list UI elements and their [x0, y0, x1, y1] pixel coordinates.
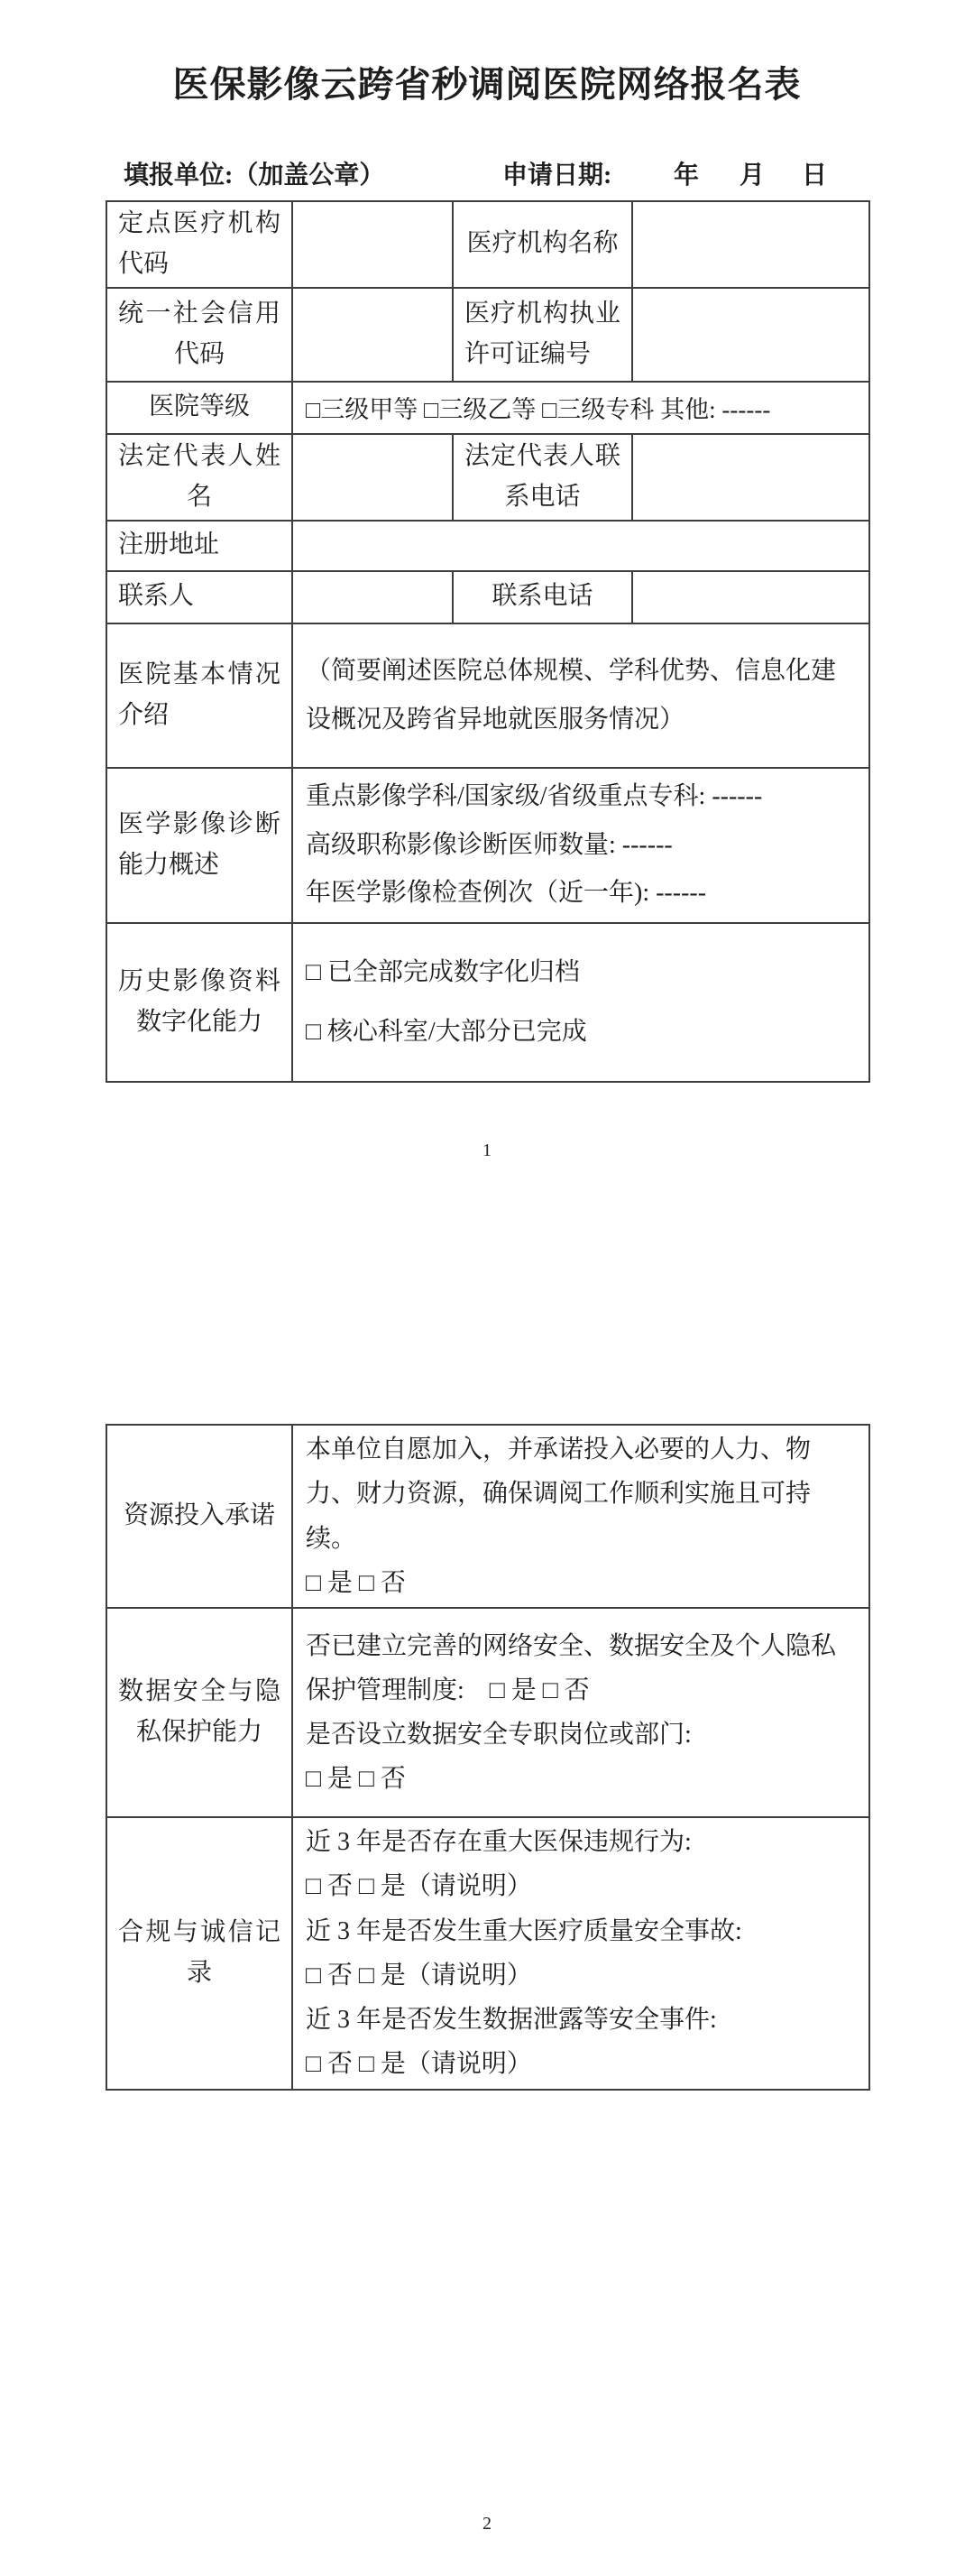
practice-license-number-value-cell	[632, 288, 869, 382]
key-imaging-specialty-line: 重点影像学科/国家级/省级重点专科: ------	[306, 781, 763, 810]
digitization-option-all-archived: □ 已全部完成数字化归档	[306, 957, 580, 986]
social-credit-code-label: 统一社会信用代码	[106, 288, 292, 382]
table-row	[106, 1817, 869, 2090]
legal-representative-phone-label: 法定代表人联系电话	[453, 434, 632, 521]
institution-name-value-cell	[632, 201, 869, 288]
resource-commitment-statement: 本单位自愿加入，并承诺投入必要的人力、物力、财力资源，确保调阅工作顺利实施且可持续。	[306, 1436, 812, 1553]
annual-exam-volume-line: 年医学影像检查例次（近一年): ------	[306, 879, 707, 908]
table-row	[106, 201, 869, 288]
contact-person-value-cell	[292, 571, 453, 623]
practice-license-number-label: 医疗机构执业许可证编号	[453, 288, 632, 382]
table-row	[106, 1608, 869, 1817]
institution-name-label: 医疗机构名称	[453, 201, 632, 288]
medical-accident-question-line: 近 3 年是否发生重大医疗质量安全事故:	[306, 1916, 742, 1945]
date-year-label: 年	[674, 162, 700, 189]
security-post-question-line: 是否设立数据安全专职岗位或部门:	[306, 1721, 692, 1750]
contact-phone-value-cell	[632, 571, 869, 623]
form-header	[106, 155, 868, 191]
table-row	[106, 521, 869, 571]
date-month-label: 月	[740, 162, 766, 189]
insurance-violation-options: □ 否 □ 是（请说明）	[306, 1872, 532, 1901]
registered-address-value-cell	[292, 521, 869, 571]
resource-commitment-label: 资源投入承诺	[106, 1425, 292, 1608]
reporting-unit-label: 填报单位:（加盖公章）	[124, 162, 385, 189]
resource-commitment-yes-no-options: □ 是 □ 否	[306, 1568, 406, 1597]
medical-accident-options: □ 否 □ 是（请说明）	[306, 1961, 532, 1990]
institution-code-value-cell	[292, 201, 453, 288]
legal-representative-name-value-cell	[292, 434, 453, 521]
digitization-option-core-departments: □ 核心科室/大部分已完成	[306, 1017, 587, 1046]
institution-code-label: 定点医疗机构代码	[106, 201, 292, 288]
security-post-yes-no-options: □ 是 □ 否	[306, 1765, 406, 1794]
table-row	[106, 923, 869, 1082]
table-row	[106, 768, 869, 923]
data-breach-options: □ 否 □ 是（请说明）	[306, 2050, 532, 2079]
resource-commitment-cell	[292, 1425, 869, 1608]
senior-physician-count-line: 高级职称影像诊断医师数量: ------	[306, 830, 673, 859]
date-day-label: 日	[802, 162, 828, 189]
application-date-label: 申请日期:	[502, 162, 612, 189]
security-system-question-line: 否已建立完善的网络安全、数据安全及个人隐私保护管理制度: □ 是 □ 否	[306, 1631, 837, 1704]
legal-representative-name-label: 法定代表人姓名	[106, 434, 292, 521]
registration-table-page2	[106, 1424, 870, 2091]
hospital-grade-label: 医院等级	[106, 382, 292, 434]
social-credit-code-value-cell	[292, 288, 453, 382]
historical-imaging-digitization-cell	[292, 923, 869, 1082]
table-row	[106, 1425, 869, 1608]
insurance-violation-question-line: 近 3 年是否存在重大医保违规行为:	[306, 1828, 692, 1857]
table-row	[106, 571, 869, 623]
contact-phone-label: 联系电话	[453, 571, 632, 623]
hospital-basic-info-label: 医院基本情况介绍	[106, 623, 292, 768]
form-title: 医保影像云跨省秒调阅医院网络报名表	[172, 64, 802, 105]
data-security-privacy-cell	[292, 1608, 869, 1817]
page-number-1: 1	[482, 1140, 492, 1160]
imaging-diagnosis-capability-label: 医学影像诊断能力概述	[106, 768, 292, 923]
compliance-integrity-label: 合规与诚信记录	[106, 1817, 292, 2090]
legal-representative-phone-value-cell	[632, 434, 869, 521]
registration-table-page1	[106, 200, 870, 1083]
imaging-diagnosis-capability-cell	[292, 768, 869, 923]
compliance-integrity-cell	[292, 1817, 869, 2090]
page-number-2: 2	[482, 2514, 492, 2534]
contact-person-label: 联系人	[106, 571, 292, 623]
registered-address-label: 注册地址	[106, 521, 292, 571]
table-row	[106, 623, 869, 768]
hospital-basic-info-hint: （简要阐述医院总体规模、学科优势、信息化建设概况及跨省异地就医服务情况）	[306, 656, 837, 734]
table-row	[106, 382, 869, 434]
hospital-grade-options: □三级甲等 □三级乙等 □三级专科 其他: ------	[292, 382, 869, 434]
historical-imaging-digitization-label: 历史影像资料数字化能力	[106, 923, 292, 1082]
table-row	[106, 288, 869, 382]
hospital-basic-info-hint-cell	[292, 623, 869, 768]
data-breach-question-line: 近 3 年是否发生数据泄露等安全事件:	[306, 2006, 717, 2035]
data-security-privacy-label: 数据安全与隐私保护能力	[106, 1608, 292, 1817]
table-row	[106, 434, 869, 521]
